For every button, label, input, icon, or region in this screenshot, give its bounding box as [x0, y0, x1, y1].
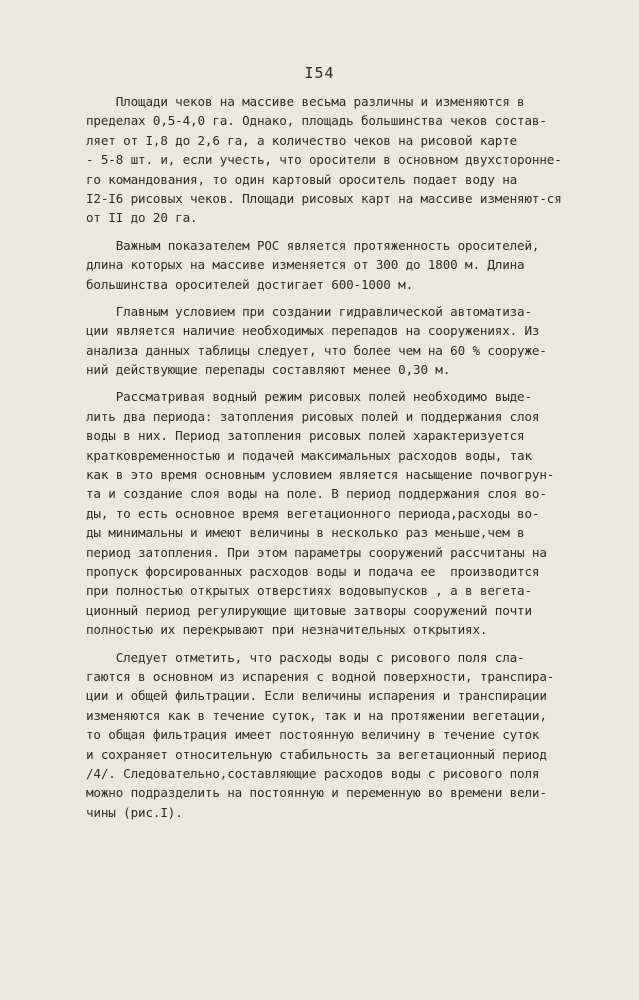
- text-line: чины (рис.I).: [86, 804, 183, 820]
- paragraph-gap: [86, 294, 586, 302]
- text-line: - 5-8 шт. и, если учесть, что оросители в основном двухсторонне-: [86, 152, 562, 168]
- text-line: ции и общей фильтрации. Если величины испарения и транспирации: [86, 688, 547, 704]
- text-line: /4/. Следовательно,составляющие расходов воды с рисового поля: [86, 765, 540, 781]
- text-line: изменяются как в течение суток, так и на протяжении вегетации,: [86, 707, 547, 723]
- paragraph-2: [86, 236, 586, 294]
- text-line: воды в них. Период затопления рисовых полей характеризуется: [86, 428, 525, 444]
- text-line: ды минимальны и имеют величины в несколько раз меньше,чем в: [86, 525, 525, 541]
- text-line: анализа данных таблицы следует, что более чем на 60 % сооруже-: [86, 342, 547, 358]
- text-line: го командования, то один картовый ороситель подает воду на: [86, 171, 518, 187]
- text-line: лить два периода: затопления рисовых полей и поддержания слоя: [86, 408, 540, 424]
- paragraph-gap: [86, 379, 586, 387]
- text-line: I2-I6 рисовых чеков. Площади рисовых карт на массиве изменяют-ся: [86, 190, 562, 206]
- paragraph-gap: [86, 640, 586, 648]
- text-line: кратковременностью и подачей максимальных расходов воды, так: [86, 447, 532, 463]
- text-line: полностью их перекрывают при незначительных открытиях.: [86, 622, 488, 638]
- text-line: Площади чеков на массиве весьма различны и изменяются в: [86, 94, 525, 109]
- text-line: длина которых на массиве изменяется от 300 до 1800 м. Длина: [86, 257, 525, 273]
- body-text: [86, 92, 586, 822]
- text-line: Рассматривая водный режим рисовых полей необходимо выде-: [86, 389, 532, 405]
- text-line: при полностью открытых отверстиях водовыпусков , а в вегета-: [86, 583, 532, 599]
- page-number: I54: [304, 64, 335, 82]
- text-line: период затопления. При этом параметры сооружений рассчитаны на: [86, 544, 547, 560]
- text-line: то общая фильтрация имеет постоянную величину в течение суток: [86, 727, 540, 743]
- text-line: гаются в основном из испарения с водной поверхности, транспира-: [86, 668, 555, 684]
- text-line: как в это время основным условием является насыщение почвогрун-: [86, 467, 555, 483]
- text-line: и сохраняет относительную стабильность за вегетационный период: [86, 746, 547, 762]
- text-line: ции является наличие необходимых перепадов на сооружениях. Из: [86, 323, 540, 339]
- text-line: ний действующие перепады составляют менее 0,30 м.: [86, 362, 451, 378]
- text-line: Важным показателем РОС является протяженность оросителей,: [86, 237, 540, 253]
- paragraph-gap: [86, 228, 586, 236]
- paragraph-4: [86, 387, 586, 639]
- text-line: от II до 20 га.: [86, 210, 198, 226]
- text-line: ционный период регулирующие щитовые затворы сооружений почти: [86, 602, 532, 618]
- text-line: можно подразделить на постоянную и переменную во времени вели-: [86, 785, 547, 801]
- paragraph-3: [86, 302, 586, 380]
- text-line: большинства оросителей достигает 600-1000 м.: [86, 276, 414, 292]
- text-line: та и создание слоя воды на поле. В период поддержания слоя во-: [86, 486, 547, 502]
- paragraph-1: [86, 92, 586, 228]
- text-line: Следует отметить, что расходы воды с рисового поля сла-: [86, 649, 525, 665]
- text-line: ляет от I,8 до 2,6 га, а количество чеков на рисовой карте: [86, 132, 518, 148]
- text-line: ды, то есть основное время вегетационного периода,расходы во-: [86, 505, 540, 521]
- text-line: пределах 0,5-4,0 га. Однако, площадь большинства чеков состав-: [86, 113, 547, 129]
- paragraph-5: [86, 648, 586, 823]
- text-line: пропуск форсированных расходов воды и подача ее производится: [86, 563, 540, 579]
- text-line: Главным условием при создании гидравлической автоматиза-: [86, 303, 532, 319]
